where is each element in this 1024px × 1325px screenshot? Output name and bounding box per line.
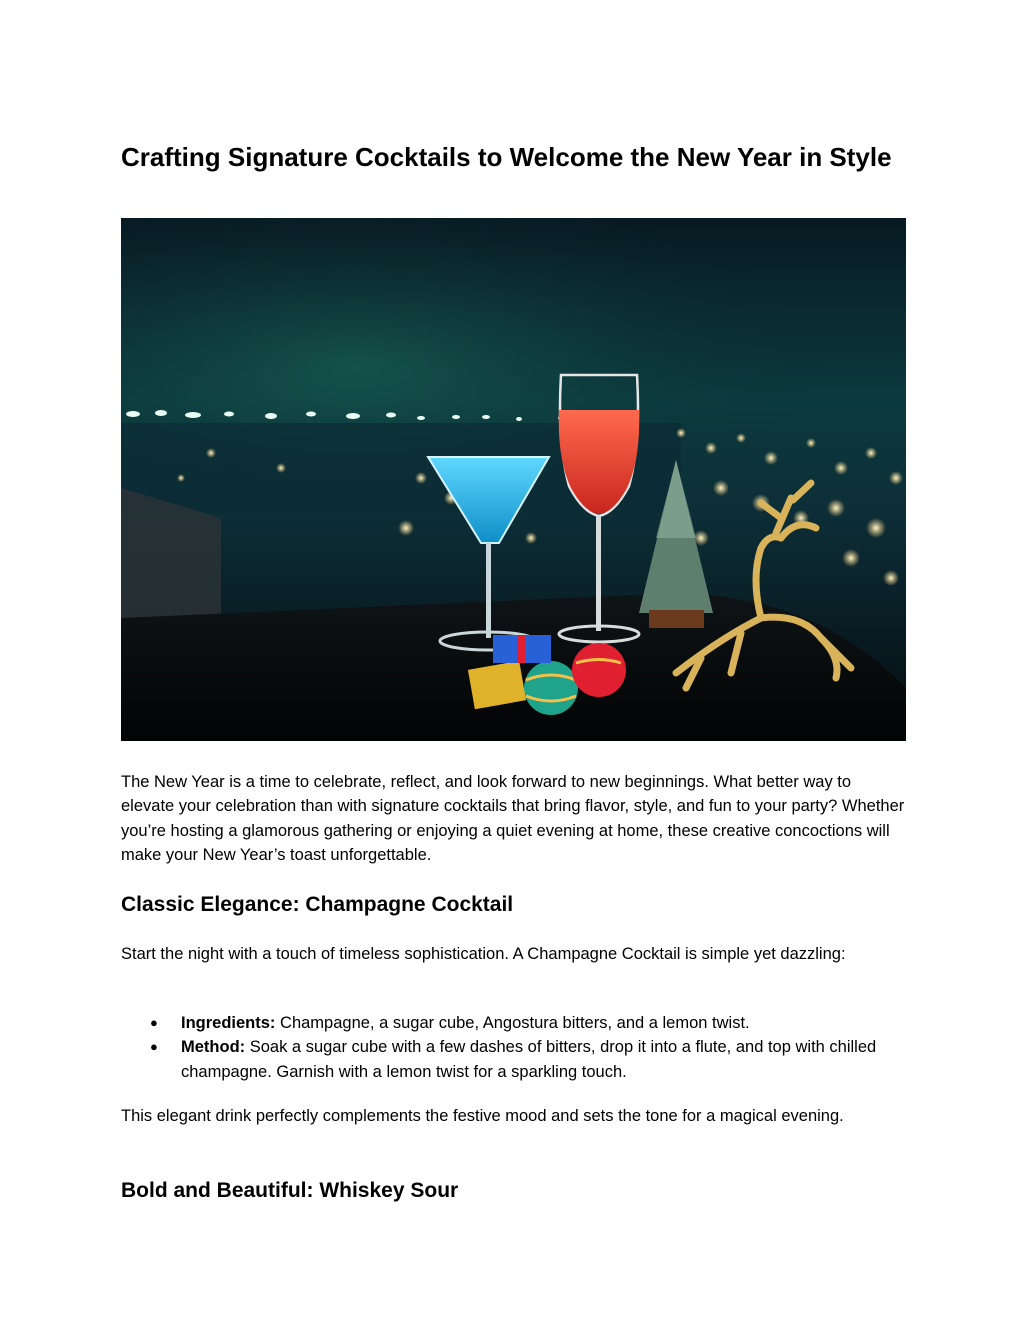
bullet-icon: ● [150,1015,158,1030]
list-item-label: Ingredients: [181,1014,276,1032]
hero-image [121,218,906,741]
section-heading-whiskey: Bold and Beautiful: Whiskey Sour [121,1179,459,1202]
section-lead-champagne: Start the night with a touch of timeless sophistication. A Champagne Cocktail is simple yet dazzling: [121,945,846,963]
page-title: Crafting Signature Cocktails to Welcome the New Year in Style [121,142,892,172]
section-closing-champagne: This elegant drink perfectly complements the festive mood and sets the tone for a magical evening. [121,1107,844,1125]
list-item-text: Champagne, a sugar cube, Angostura bitters, and a lemon twist. [275,1014,750,1032]
list-item-text: Soak a sugar cube with a few dashes of bitters, drop it into a flute, and top with chilled champagne. Garnish with a lemon twist for a sparkling touch. [181,1038,877,1081]
ingredient-list [121,1011,906,1084]
list-item-label: Method: [181,1038,246,1057]
bullet-icon: ● [150,1039,158,1055]
section-heading-champagne: Classic Elegance: Champagne Cocktail [121,893,514,916]
intro-paragraph: The New Year is a time to celebrate, reflect, and look forward to new beginnings. What better way to elevate your celebration than with signature cocktails that bring flavor, style, and fun to your party? Whether you’re hosting a glamorous gathering or enjoying a quiet evening at home, these creative concoctions will make your New Year’s toast unforgettable. [121,773,905,865]
list-item [121,1035,906,1084]
list-item [121,1011,906,1035]
